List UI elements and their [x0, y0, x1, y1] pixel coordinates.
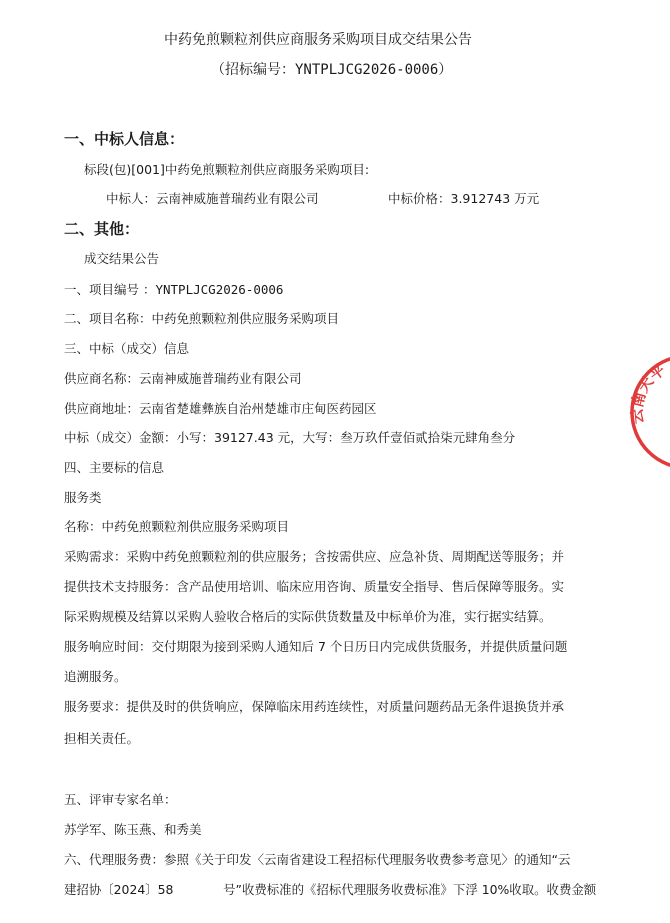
response-time-line-1: 服务响应时间：交付期限为接到采购人通知后 7 个日历日内完成供货服务，并提供质量问题 [64, 639, 568, 654]
section-heading-winner: 一、中标人信息： [64, 130, 185, 148]
supplier-address-line: 供应商地址：云南省楚雄彝族自治州楚雄市庄甸医药园区 [64, 401, 377, 416]
project-number-value: YNTPLJCG2026-0006 [155, 282, 284, 297]
response-time-line-2: 追溯服务。 [64, 669, 127, 684]
main-item-heading: 四、主要标的信息 [64, 460, 165, 475]
award-info-heading: 三、中标（成交）信息 [64, 341, 190, 356]
supplier-name-line: 供应商名称：云南神威施普瑞药业有限公司 [64, 371, 302, 386]
award-amount-line: 中标（成交）金额：小写：39127.43 元，大写：叁万玖仟壹佰贰拾柒元肆角叁分 [64, 430, 516, 445]
agency-fee-line-2: 建招协〔2024〕58 号”收费标准的《招标代理服务收费标准》下浮 10%收取。收费金额 [64, 882, 597, 897]
lot-line: 标段(包)[001]中药免煎颗粒剂供应商服务采购项目: [84, 162, 370, 177]
project-number-line [64, 282, 283, 298]
subtitle-prefix: （招标编号： [211, 62, 295, 78]
expert-list-heading: 五、评审专家名单： [64, 792, 177, 807]
seal-lettering: 云南天平 [628, 360, 669, 425]
item-name-line: 名称：中药免煎颗粒剂供应服务采购项目 [64, 519, 290, 534]
requirement-line-3: 际采购规模及结算以采购人验收合格后的实际供货数量及中标单价为准，实行据实结算。 [64, 609, 552, 624]
service-requirement-line-2: 担相关责任。 [64, 731, 140, 746]
service-requirement-line-1: 服务要求：提供及时的供货响应，保障临床用药连续性，对质量问题药品无条件退换货并承 [64, 699, 565, 714]
requirement-line-2: 提供技术支持服务：含产品使用培训、临床应用咨询、质量安全指导、售后保障等服务。实 [64, 579, 565, 594]
project-number-label: 一、项目编号 ： [64, 282, 156, 297]
agency-fee-line-1: 六、代理服务费：参照《关于印发〈云南省建设工程招标代理服务收费参考意见〉的通知“云 [64, 852, 571, 867]
winner-price: 中标价格：3.912743 万元 [388, 191, 540, 206]
project-name-line: 二、项目名称：中药免煎颗粒剂供应服务采购项目 [64, 311, 340, 326]
seal-stamp [628, 352, 670, 472]
subtitle-code: YNTPLJCG2026-0006 [295, 62, 439, 78]
winner-name: 中标人：云南神威施普瑞药业有限公司 [106, 191, 319, 206]
service-category: 服务类 [64, 490, 102, 505]
doc-title: 中药免煎颗粒剂供应商服务采购项目成交结果公告 [164, 32, 472, 48]
section-heading-other: 二、其他： [64, 220, 140, 238]
doc-subtitle [211, 62, 452, 78]
notice-title: 成交结果公告 [84, 251, 160, 266]
subtitle-suffix: ） [438, 62, 453, 78]
requirement-line-1: 采购需求：采购中药免煎颗粒剂的供应服务；含按需供应、应急补货、周期配送等服务；并 [64, 549, 565, 564]
expert-names: 苏学军、陈玉燕、和秀美 [64, 822, 202, 837]
